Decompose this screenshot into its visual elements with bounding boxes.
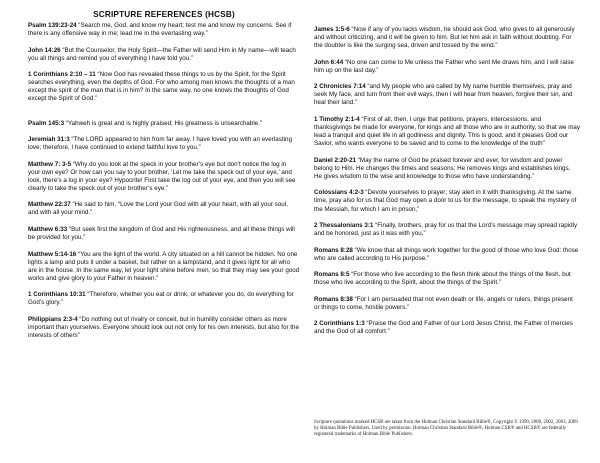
right-column (314, 26, 580, 345)
verse-text: “We know that all things work together for the good of those who love God: those who are called according to His purpose.” (314, 246, 579, 262)
page-title: SCRIPTURE REFERENCES (HCSB) (93, 10, 235, 19)
verse-text: “Now God has revealed these things to us by the Spirit, for the Spirit searches everything, even the depths of God. For who among men knows the thoughts of a man except the spirit of the man that is in him? In the same way, no one knows the thoughts of God except the Spirit of God.” (28, 71, 295, 103)
verse-text: “Why do you look at the speck in your brother’s eye but don’t notice the log in your own eye? Or how can you say to your brother, ‘Let me take the speck out of your eye,’ and look, there’s a log in your eye? Hypocrite! First take the log out of your eye, and then you will see clearly to take the speck out of your brother’s eye.” (28, 160, 296, 192)
verse-text: “For those who live according to the flesh think about the things of the flesh, but those who live according to the Spirit, about the things of the Spirit.” (314, 271, 571, 287)
verse-reference: Matthew 6:33 (28, 225, 68, 233)
left-column (28, 22, 300, 349)
verse-reference: Romans 8:38 (314, 295, 353, 303)
verse-reference: 2 Thessalonians 3:1 (314, 222, 374, 230)
verse-reference: 1 Timothy 2:1-4 (314, 115, 360, 123)
verse-text: “He said to him, “Love the Lord your God with all your heart, with all your soul, and with all your mind.” (28, 201, 288, 217)
verse-reference: Psalm 145:3 (28, 119, 65, 127)
verse-text: “Therefore, whether you eat or drink, or whatever you do, do everything for God’s glory.” (28, 291, 294, 307)
verse-entry (28, 226, 300, 242)
verse-reference: Romans 8:28 (314, 246, 353, 254)
verse-text: “and My people who are called by My name humble themselves, pray and seek My face, and turn from their evil ways, then I will hear from heaven, forgive their sin, and heal their land.” (314, 83, 573, 107)
verse-reference: Psalm 139:23-24 (28, 22, 77, 29)
verse-entry (28, 136, 300, 152)
verse-text: “Finally, brothers, pray for us that the Lord’s message may spread rapidly and be honored, just as it was with you,” (314, 222, 578, 238)
verse-reference: 1 Corinthians 2:10 – 11 (28, 71, 96, 79)
verse-reference: 2 Corinthians 1:3 (314, 320, 365, 328)
verse-text: “Do nothing out of rivalry or conceit, but in humility consider others as more important than yourselves. Everyone should look out not only for his own interests, but also for the interests of others” (28, 315, 299, 340)
verse-entry (314, 189, 580, 213)
verse-entry (314, 59, 580, 75)
verse-text: “Search me, God, and know my heart; test me and know my concerns. See if there is any offensive way in me; lead me in the everlasting way.” (28, 22, 292, 38)
verse-reference: John 6:44 (314, 58, 344, 66)
verse-text: “Devote yourselves to prayer; stay alert in it with thanksgiving. At the same time, pray also for us that God may open a door to us for the message, to speak the mystery of the Messiah, for which I am in prison,” (314, 189, 577, 213)
verse-reference: Daniel 2:20-21 (314, 156, 357, 164)
verse-reference: Philippians 2:3-4 (28, 315, 78, 323)
verse-entry (314, 320, 580, 336)
verse-entry (28, 71, 300, 103)
verse-text: “Praise the God and Father of our Lord Jesus Christ, the Father of mercies and the God of all comfort.” (314, 320, 573, 336)
verse-entry (28, 316, 300, 340)
verse-text: “But seek first the kingdom of God and His righteousness, and all these things will be provided for you.” (28, 225, 295, 242)
verse-reference: 1 Corinthians 10:31 (28, 291, 86, 299)
verse-reference: John 14:26 (28, 46, 61, 54)
verse-entry (28, 161, 300, 193)
verse-entry (314, 271, 580, 287)
verse-text: “Now if any of you lacks wisdom, he should ask God, who gives to all generously and without criticizing, and it will be given to him. But let him ask in faith without doubting. For the doubter is like the surging sea, driven and tossed by the wind.” (314, 26, 575, 50)
verse-reference: Matthew 5:14-16 (28, 250, 77, 258)
verse-entry (28, 22, 300, 38)
verse-entry (28, 201, 300, 217)
verse-reference: Jeremiah 31:3 (28, 136, 70, 144)
verse-text: “The LORD appeared to him from far away. I have loved you with an everlasting love; therefore, I have continued to extend faithful love to you.” (28, 136, 292, 152)
verse-reference: Colossians 4:2-3 (314, 189, 364, 197)
verse-reference: James 1:5-6 (314, 26, 350, 33)
verse-entry (314, 157, 580, 181)
verse-entry (28, 120, 300, 128)
verse-reference: Matthew 22:37 (28, 201, 71, 209)
verse-reference: 2 Chronicles 7:14 (314, 83, 366, 91)
verse-text: “Yahweh is great and is highly praised; His greatness is unsearchable.” (65, 119, 263, 127)
verse-reference: Romans 8:5 (314, 271, 350, 279)
verse-entry (28, 251, 300, 283)
verse-entry (28, 47, 300, 63)
verse-entry (314, 296, 580, 312)
verse-entry (314, 247, 580, 263)
verse-entry (314, 83, 580, 107)
verse-entry (314, 26, 580, 50)
copyright-footnote: Scripture quotations marked HCSB are taken from the Holman Christian Standard Bible®, Copyright © 1999, 2000, 2002, 2003, 2009 by Holman Bible Publishers. Used by permission. Holman Christian Standard Bible®, Holman CSB® and HCSB® are federally registered trademarks of Holman Bible Publishers. (314, 420, 578, 437)
verse-text: “May the name of God be praised forever and ever, for wisdom and power belong to Him. He changes the times and seasons; He removes kings and establishes kings. He gives wisdom to the wise and knowledge to those who have understanding.” (314, 156, 571, 180)
verse-text: “But the Counselor, the Holy Spirit—the Father will send Him in My name—will teach you all things and remind you of everything I have told you.” (28, 46, 296, 62)
verse-text: “No one can come to Me unless the Father who sent Me draws him, and I will raise him up on the last day.” (314, 58, 574, 74)
verse-reference: Matthew 7: 3-5 (28, 160, 72, 168)
verse-text: “You are the light of the world. A city situated on a hill cannot be hidden. No one lights a lamp and puts it under a basket, but rather on a lampstand, and it gives light for all who are in the house. In the same way, let your light shine before men, so that they may see your good works and give glory to your Father in heaven.” (28, 250, 300, 282)
verse-entry (314, 116, 580, 148)
verse-text: “For I am persuaded that not even death or life, angels or rulers, things present or things to come, hostile powers.” (314, 295, 573, 311)
verse-text: “First of all, then, I urge that petitions, prayers, intercessions, and thanksgivings be made for everyone, for kings and all those who are in authority, so that we may lead a tranquil and quiet life in all godliness and dignity. This is good, and it pleases God our Savior, who wants everyone to be saved and to come to the knowledge of the truth” (314, 115, 581, 148)
verse-entry (314, 222, 580, 238)
verse-entry (28, 291, 300, 307)
